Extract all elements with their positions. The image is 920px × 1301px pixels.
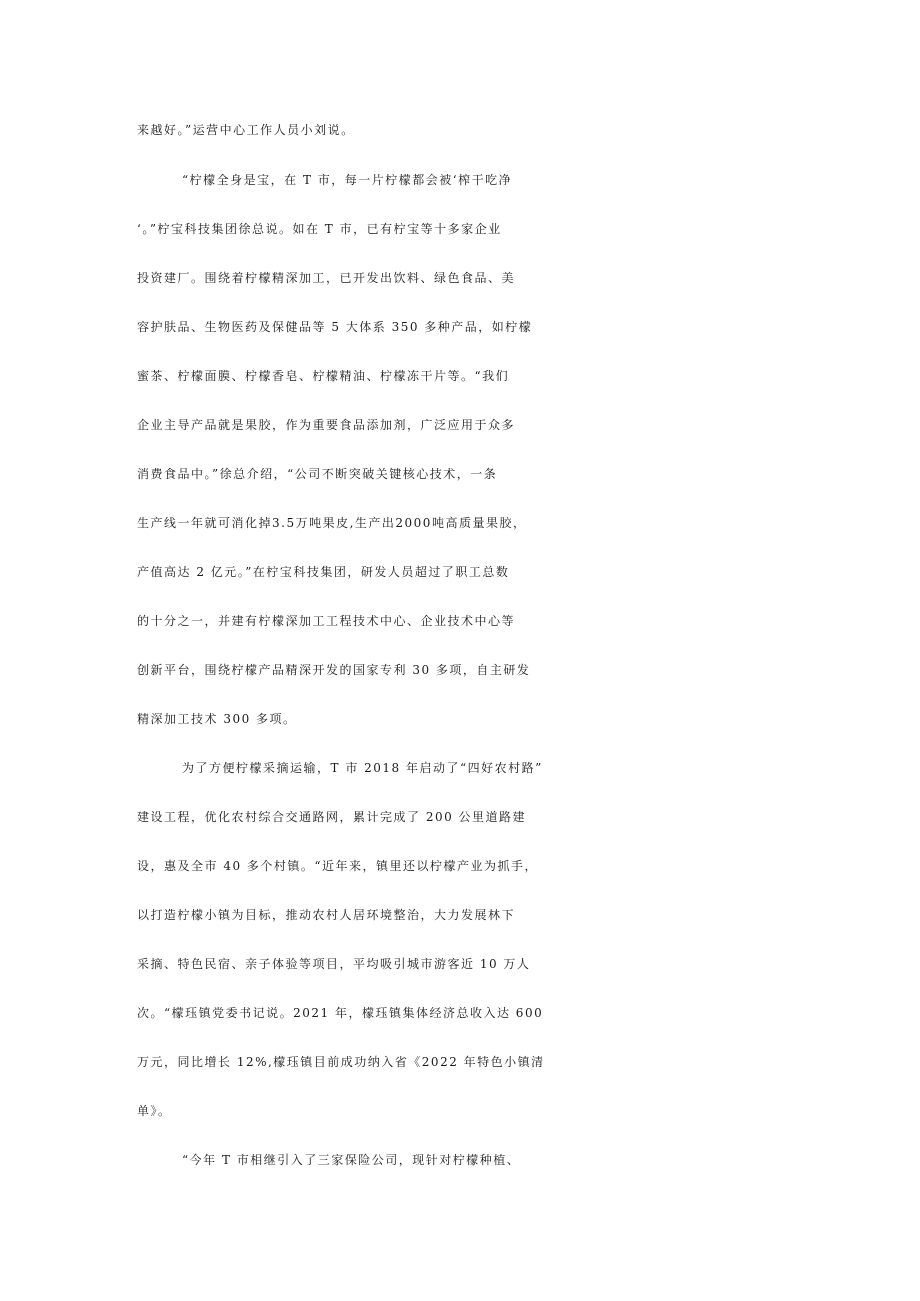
text-line: 精深加工技术 300 多项。 xyxy=(137,712,297,726)
text-line: 单》。 xyxy=(137,1104,172,1118)
paragraph-first-line: “柠檬全身是宝，在 T 市，每一片柠檬都会被‘榨干吃净 xyxy=(182,173,513,187)
text-line: 投资建厂。围绕着柠檬精深加工，已开发出饮料、绿色食品、美 xyxy=(137,271,516,285)
text-line: 来越好。”运营中心工作人员小刘说。 xyxy=(137,123,355,137)
text-line: 以打造柠檬小镇为目标，推动农村人居环境整治，大力发展林下 xyxy=(137,908,516,922)
text-line: 消费食品中。”徐总介绍，“公司不断突破关键核心技术，一条 xyxy=(137,467,498,481)
paragraph-first-line: “今年 T 市相继引入了三家保险公司，现针对柠檬种植、 xyxy=(182,1153,521,1167)
text-line: 蜜茶、柠檬面膜、柠檬香皂、柠檬精油、柠檬冻干片等。“我们 xyxy=(137,369,510,383)
text-line: 采摘、特色民宿、亲子体验等项目，平均吸引城市游客近 10 万人 xyxy=(137,957,531,971)
text-line: 万元，同比增长 12%,檬珏镇目前成功纳入省《2022 年特色小镇清 xyxy=(137,1055,545,1069)
text-line: 次。“檬珏镇党委书记说。2021 年，檬珏镇集体经济总收入达 600 xyxy=(137,1006,544,1020)
text-line: 的十分之一，并建有柠檬深加工工程技术中心、企业技术中心等 xyxy=(137,614,516,628)
text-line: 生产线一年就可消化掉3.5万吨果皮,生产出2000吨高质量果胶， xyxy=(137,516,527,530)
text-line: 创新平台，围绕柠檬产品精深开发的国家专利 30 多项，自主研发 xyxy=(137,663,531,677)
text-line: 设，惠及全市 40 多个村镇。“近年来，镇里还以柠檬产业为抓手， xyxy=(137,859,539,873)
text-line: ‘。”柠宝科技集团徐总说。如在 T 市，已有柠宝等十多家企业 xyxy=(137,222,502,236)
text-line: 容护肤品、生物医药及保健品等 5 大体系 350 多种产品，如柠檬 xyxy=(137,320,533,334)
paragraph-first-line: 为了方便柠檬采摘运输，T 市 2018 年启动了“四好农村路” xyxy=(182,761,543,775)
text-line: 产值高达 2 亿元。”在柠宝科技集团，研发人员超过了职工总数 xyxy=(137,565,510,579)
text-line: 企业主导产品就是果胶，作为重要食品添加剂，广泛应用于众多 xyxy=(137,418,516,432)
text-line: 建设工程，优化农村综合交通路网，累计完成了 200 公里道路建 xyxy=(137,810,527,824)
